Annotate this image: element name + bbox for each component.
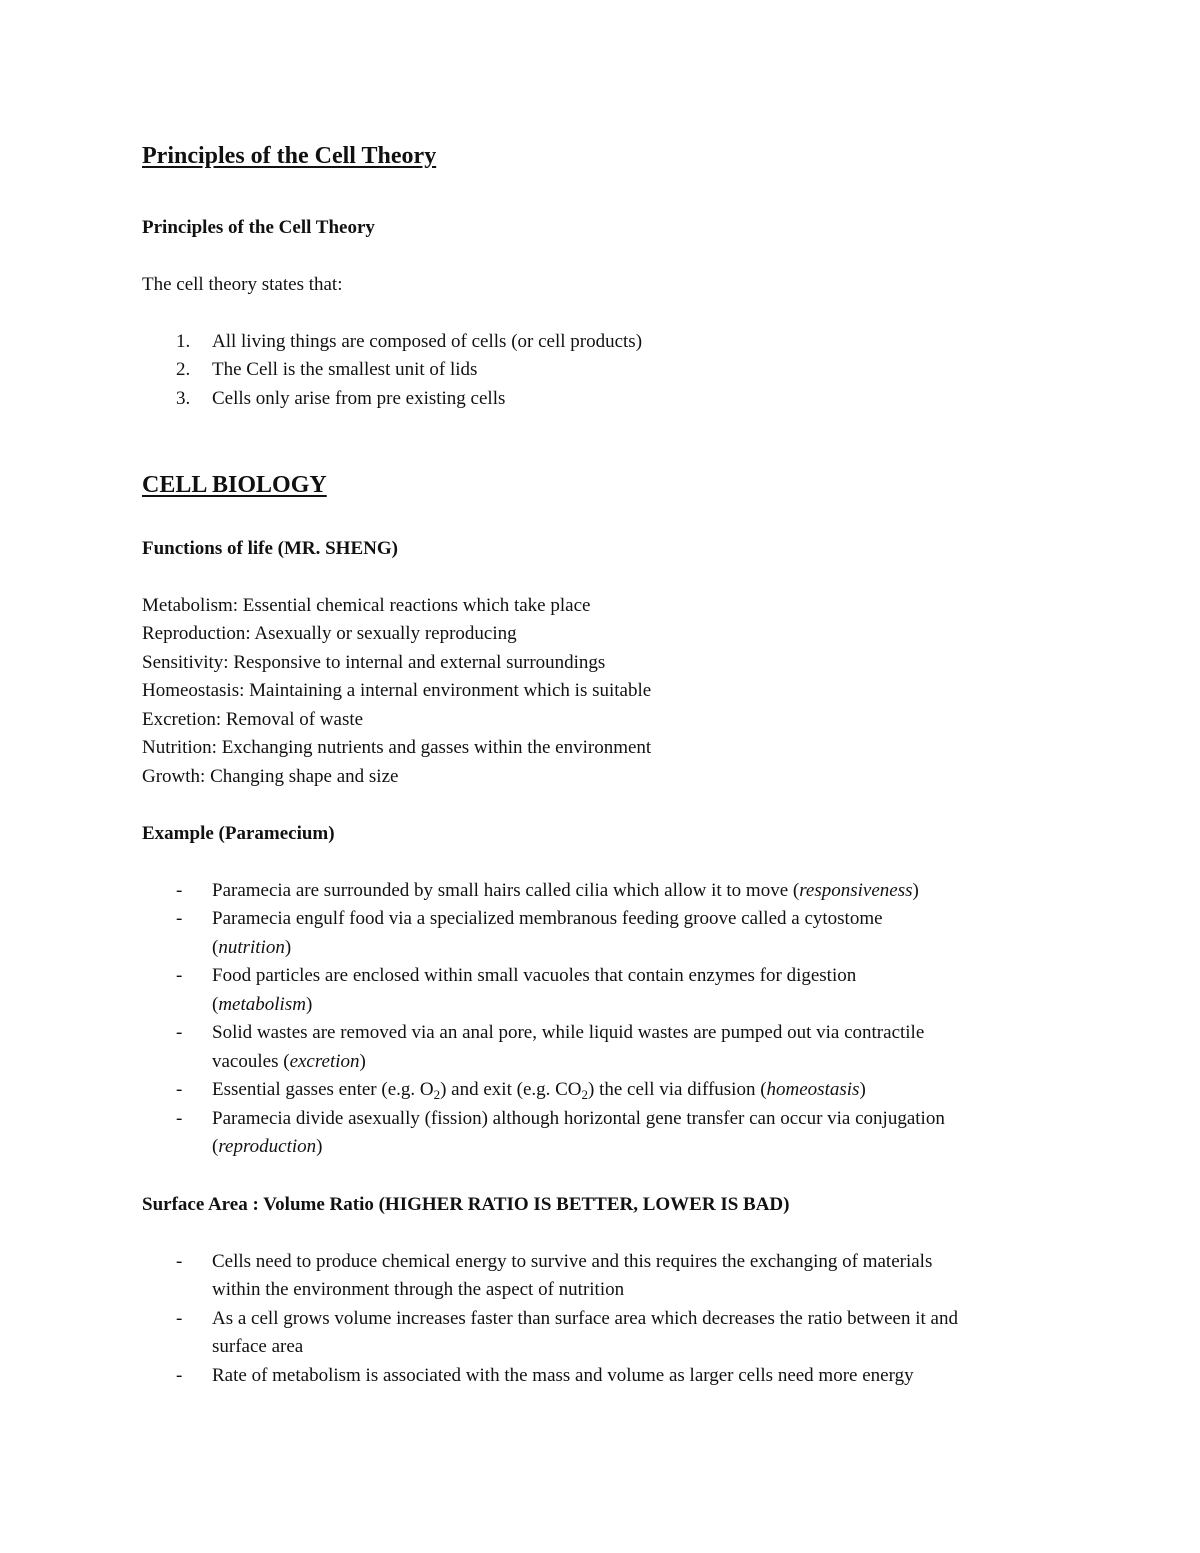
function-line: Sensitivity: Responsive to internal and external surroundings — [142, 652, 606, 673]
function-line: Reproduction: Asexually or sexually reproducing — [142, 623, 517, 644]
example-item-continued — [212, 1048, 366, 1076]
intro-text: The cell theory states that: — [142, 274, 343, 295]
list-item: All living things are composed of cells (or cell products) — [212, 331, 643, 352]
example-heading: Example (Paramecium) — [142, 823, 335, 844]
sa-item: Cells need to produce chemical energy to survive and this requires the exchanging of materials — [212, 1251, 933, 1272]
example-text: ( — [212, 994, 219, 1015]
bullet-dash: - — [176, 1022, 183, 1043]
list-item: Cells only arise from pre existing cells — [212, 388, 506, 409]
example-item: Solid wastes are removed via an anal pore, while liquid wastes are pumped out via contractile — [212, 1022, 925, 1043]
list-item: The Cell is the smallest unit of lids — [212, 359, 478, 380]
example-emphasis: metabolism — [218, 994, 306, 1015]
function-line: Nutrition: Exchanging nutrients and gasses within the environment — [142, 737, 652, 758]
subscript: 2 — [581, 1087, 589, 1102]
functions-heading: Functions of life (MR. SHENG) — [142, 538, 398, 559]
function-line: Homeostasis: Maintaining a internal environment which is suitable — [142, 680, 652, 701]
bullet-dash: - — [176, 1108, 183, 1129]
example-emphasis: responsiveness — [799, 880, 913, 901]
surface-area-heading: Surface Area : Volume Ratio (HIGHER RATIO IS BETTER, LOWER IS BAD) — [142, 1194, 790, 1215]
example-emphasis: nutrition — [218, 937, 285, 958]
example-text: Paramecia are surrounded by small hairs called cilia which allow it to move ( — [212, 880, 800, 901]
example-emphasis: homeostasis — [766, 1079, 860, 1100]
bullet-dash: - — [176, 1079, 183, 1100]
example-emphasis: excretion — [289, 1051, 360, 1072]
list-number: 3. — [176, 388, 191, 409]
example-text-end: ) — [859, 1079, 866, 1100]
example-text-end: ) — [912, 880, 919, 901]
example-text: ) the cell via diffusion ( — [588, 1079, 767, 1100]
subscript: 2 — [433, 1087, 441, 1102]
sa-item-continued: surface area — [212, 1336, 304, 1357]
sa-item-continued: within the environment through the aspect of nutrition — [212, 1279, 625, 1300]
bullet-dash: - — [176, 908, 183, 929]
bullet-dash: - — [176, 880, 183, 901]
function-line: Excretion: Removal of waste — [142, 709, 364, 730]
example-text-end: ) — [316, 1136, 323, 1157]
page-title: Principles of the Cell Theory — [142, 143, 437, 169]
example-text: ( — [212, 937, 219, 958]
function-line: Metabolism: Essential chemical reactions which take place — [142, 595, 591, 616]
list-number: 2. — [176, 359, 191, 380]
function-line: Growth: Changing shape and size — [142, 766, 399, 787]
sa-item: As a cell grows volume increases faster than surface area which decreases the ratio between it and — [212, 1308, 958, 1329]
example-item — [212, 877, 919, 905]
example-item-continued — [212, 934, 291, 962]
bullet-dash: - — [176, 1251, 183, 1272]
example-item — [212, 1076, 866, 1104]
example-text-end: ) — [359, 1051, 366, 1072]
section-title-cell-biology: CELL BIOLOGY — [142, 472, 327, 498]
example-text-end: ) — [284, 937, 292, 958]
bullet-dash: - — [176, 1365, 183, 1386]
bullet-dash: - — [176, 965, 183, 986]
example-text: vacoules ( — [212, 1051, 290, 1072]
example-text: ( — [212, 1136, 219, 1157]
example-item-continued — [212, 991, 312, 1019]
sa-item: Rate of metabolism is associated with the mass and volume as larger cells need more energy — [212, 1365, 914, 1386]
example-item-continued — [212, 1133, 322, 1161]
example-emphasis: reproduction — [218, 1136, 317, 1157]
example-item: Paramecia engulf food via a specialized membranous feeding groove called a cytostome — [212, 908, 883, 929]
example-text: Essential gasses enter (e.g. O — [212, 1079, 434, 1100]
subheading-cell-theory: Principles of the Cell Theory — [142, 217, 375, 238]
example-item: Food particles are enclosed within small vacuoles that contain enzymes for digestion — [212, 965, 857, 986]
example-item: Paramecia divide asexually (fission) although horizontal gene transfer can occur via conjugation — [212, 1108, 945, 1129]
list-number: 1. — [176, 331, 191, 352]
example-text-end: ) — [305, 994, 313, 1015]
example-text: ) and exit (e.g. CO — [440, 1079, 582, 1100]
bullet-dash: - — [176, 1308, 183, 1329]
